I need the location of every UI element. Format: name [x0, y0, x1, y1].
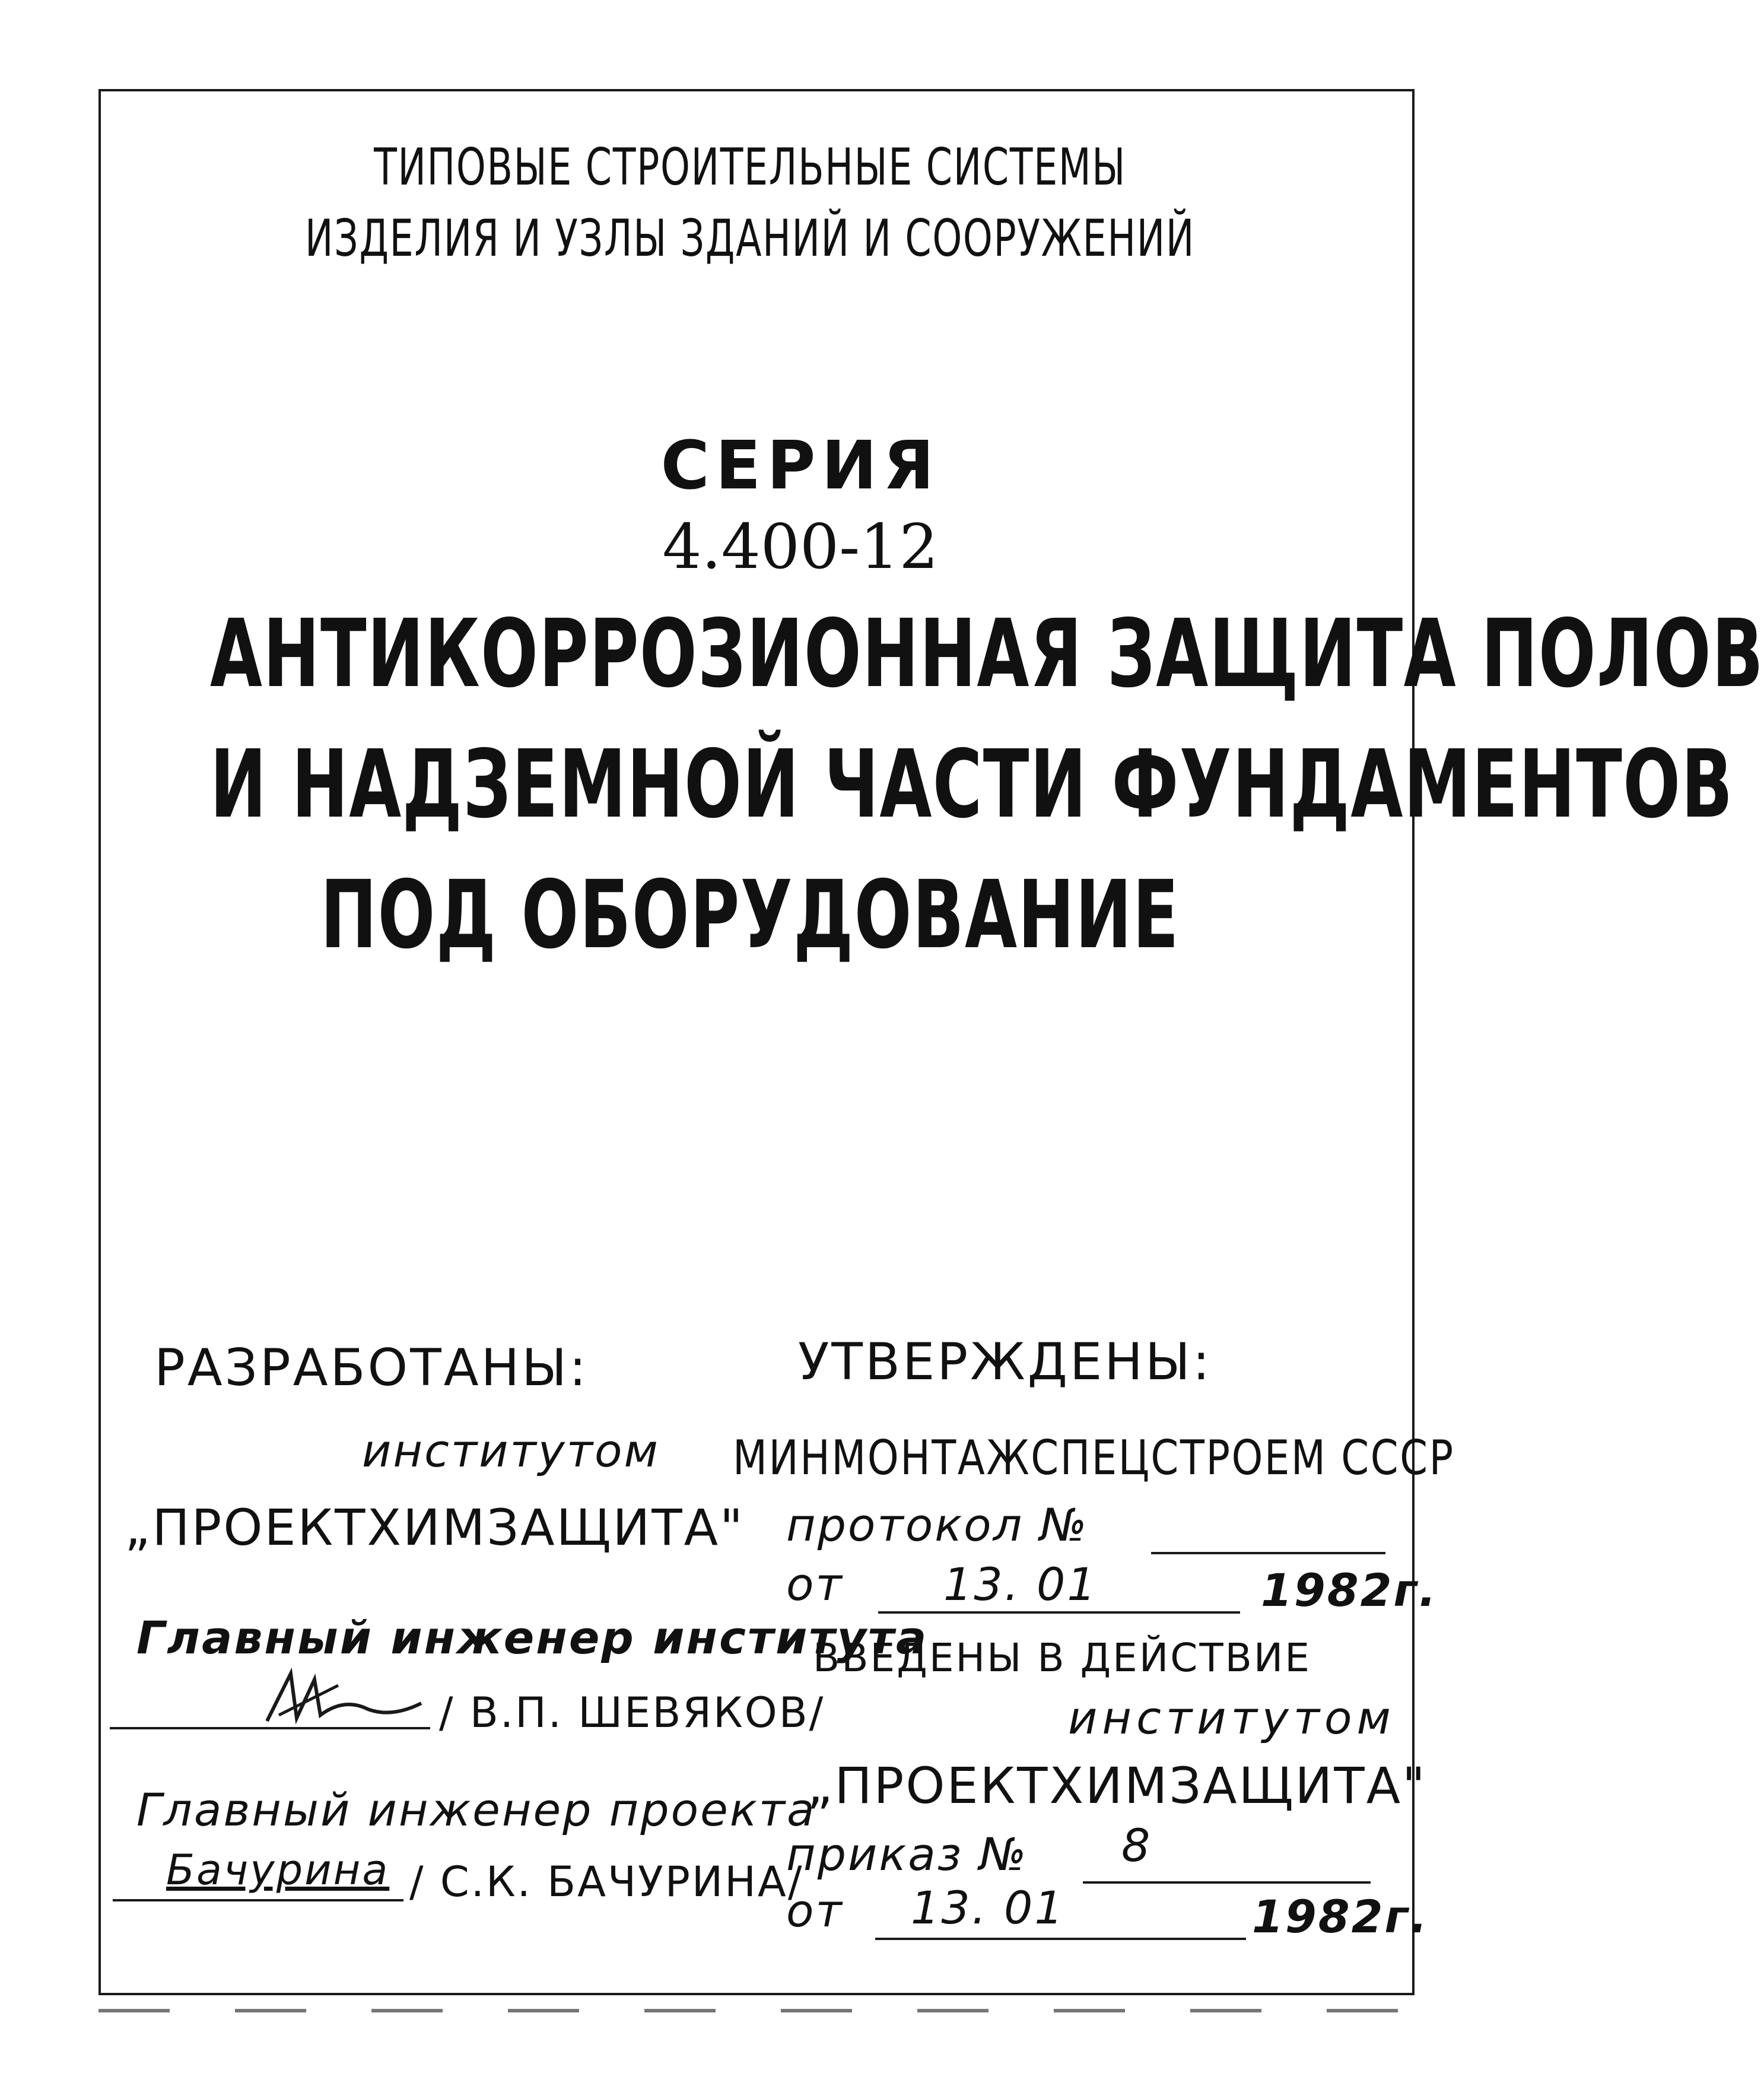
introduced-institute: „ПРОЕКТХИМЗАЩИТА" — [807, 1757, 1427, 1815]
title-line-3: ПОД ОБОРУДОВАНИЕ — [320, 861, 1180, 970]
order-date: 13. 01 — [911, 1881, 1065, 1934]
chief-engineer-institute-name: / В.П. ШЕВЯКОВ/ — [439, 1688, 825, 1737]
protocol-number-line — [1151, 1552, 1385, 1554]
signature-institute — [255, 1662, 433, 1733]
order-from-label: от — [786, 1884, 844, 1937]
signature-project: Бачурина — [166, 1846, 390, 1894]
introduced-by: институтом — [1068, 1691, 1396, 1744]
series-number: 4.400-12 — [662, 510, 939, 583]
chief-engineer-project-label: Главный инженер проекта — [136, 1783, 816, 1836]
order-label: приказ № — [786, 1828, 1028, 1881]
developed-heading: РАЗРАБОТАНЫ: — [154, 1338, 589, 1398]
protocol-year: 1982г. — [1261, 1564, 1438, 1617]
signature-line-project — [113, 1899, 403, 1901]
chief-engineer-institute-label: Главный инженер института — [136, 1611, 929, 1664]
protocol-date-line — [878, 1611, 1240, 1614]
header-line-2: ИЗДЕЛИЯ И УЗЛЫ ЗДАНИЙ И СООРУЖЕНИЙ — [305, 209, 1195, 268]
introduced-label: ВВЕДЕНЫ В ДЕЙСТВИЕ — [813, 1635, 1312, 1681]
approved-ministry: МИНМОНТАЖСПЕЦСТРОЕМ СССР — [733, 1430, 1455, 1485]
bottom-scan-artifact — [98, 2009, 1415, 2012]
order-number: 8 — [1121, 1819, 1152, 1872]
protocol-date: 13. 01 — [943, 1558, 1098, 1611]
developed-by: институтом — [362, 1424, 660, 1477]
protocol-from-label: от — [786, 1558, 844, 1611]
order-date-line — [875, 1938, 1246, 1940]
series-label: СЕРИЯ — [660, 427, 940, 504]
developed-institute: „ПРОЕКТХИМЗАЩИТА" — [125, 1499, 745, 1557]
order-year: 1982г. — [1252, 1890, 1429, 1943]
title-line-2: И НАДЗЕМНОЙ ЧАСТИ ФУНДАМЕНТОВ — [209, 730, 1734, 839]
title-line-1: АНТИКОРРОЗИОННАЯ ЗАЩИТА ПОЛОВ — [209, 599, 1764, 709]
chief-engineer-project-name: / С.К. БАЧУРИНА/ — [409, 1858, 804, 1906]
protocol-label: протокол № — [786, 1499, 1089, 1551]
header-line-1: ТИПОВЫЕ СТРОИТЕЛЬНЫЕ СИСТЕМЫ — [374, 138, 1126, 197]
approved-heading: УТВЕРЖДЕНЫ: — [798, 1332, 1212, 1392]
order-number-line — [1083, 1881, 1371, 1884]
